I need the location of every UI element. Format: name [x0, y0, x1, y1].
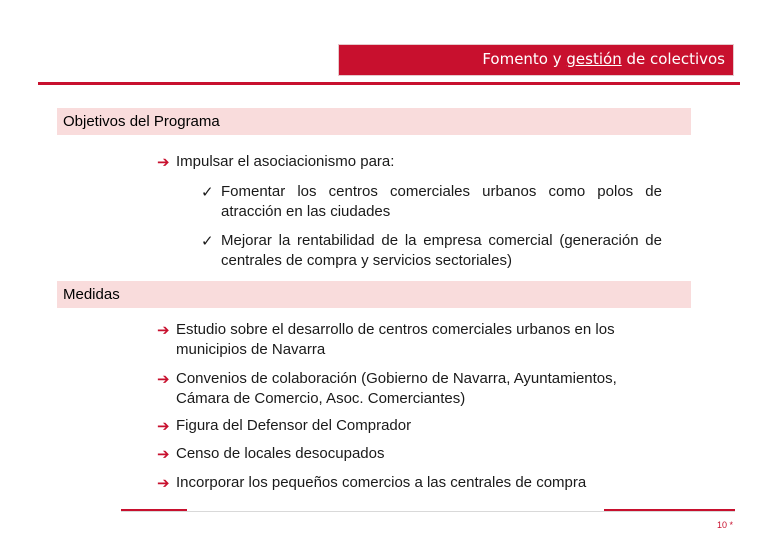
medidas-item-text: Censo de locales desocupados [176, 445, 385, 462]
medidas-list-item [157, 473, 657, 493]
medidas-item-text: Figura del Defensor del Comprador [176, 417, 412, 434]
right-arrow-icon: ➔ [157, 321, 170, 339]
right-arrow-icon: ➔ [157, 153, 170, 171]
checkmark-icon: ✓ [201, 183, 214, 201]
footer-accent-left [121, 509, 187, 511]
checkmark-icon: ✓ [201, 232, 214, 250]
right-arrow-icon: ➔ [157, 445, 170, 463]
medidas-item-text: Incorporar los pequeños comercios a las centrales de compra [176, 474, 587, 491]
right-arrow-icon: ➔ [157, 370, 170, 388]
right-arrow-icon: ➔ [157, 417, 170, 435]
medidas-item-text: Estudio sobre el desarrollo de centros comerciales urbanos en los municipios de Navarra [176, 321, 615, 358]
page-title [482, 50, 725, 68]
section-heading-objetivos: Objetivos del Programa [57, 108, 691, 135]
objetivos-check-item [201, 182, 662, 222]
medidas-list-item [157, 369, 657, 409]
objetivos-lead-item [157, 152, 657, 172]
section-heading-medidas: Medidas [57, 281, 691, 308]
header-banner [338, 44, 734, 76]
title-text-end: de colectivos [621, 50, 725, 68]
medidas-list-item [157, 320, 657, 360]
page-number: 10 * [716, 520, 733, 530]
right-arrow-icon: ➔ [157, 474, 170, 492]
header-divider [38, 82, 740, 85]
title-text-start: Fomento y [482, 50, 567, 68]
medidas-item-text: Convenios de colaboración (Gobierno de Navarra, Ayuntamientos, Cámara de Comercio, Asoc. Comerciantes) [176, 370, 617, 407]
title-text-underlined: gestión [566, 50, 622, 68]
objetivos-check-text: Fomentar los centros comerciales urbanos como polos de atracción en las ciudades [221, 183, 662, 220]
footer-divider [121, 511, 735, 512]
footer-accent-right [604, 509, 735, 511]
medidas-list-item [157, 444, 657, 464]
medidas-list-item [157, 416, 657, 436]
objetivos-lead-text: Impulsar el asociacionismo para: [176, 153, 395, 170]
objetivos-check-item [201, 231, 662, 271]
objetivos-check-text: Mejorar la rentabilidad de la empresa comercial (generación de centrales de compra y servicios sectoriales) [221, 232, 662, 269]
